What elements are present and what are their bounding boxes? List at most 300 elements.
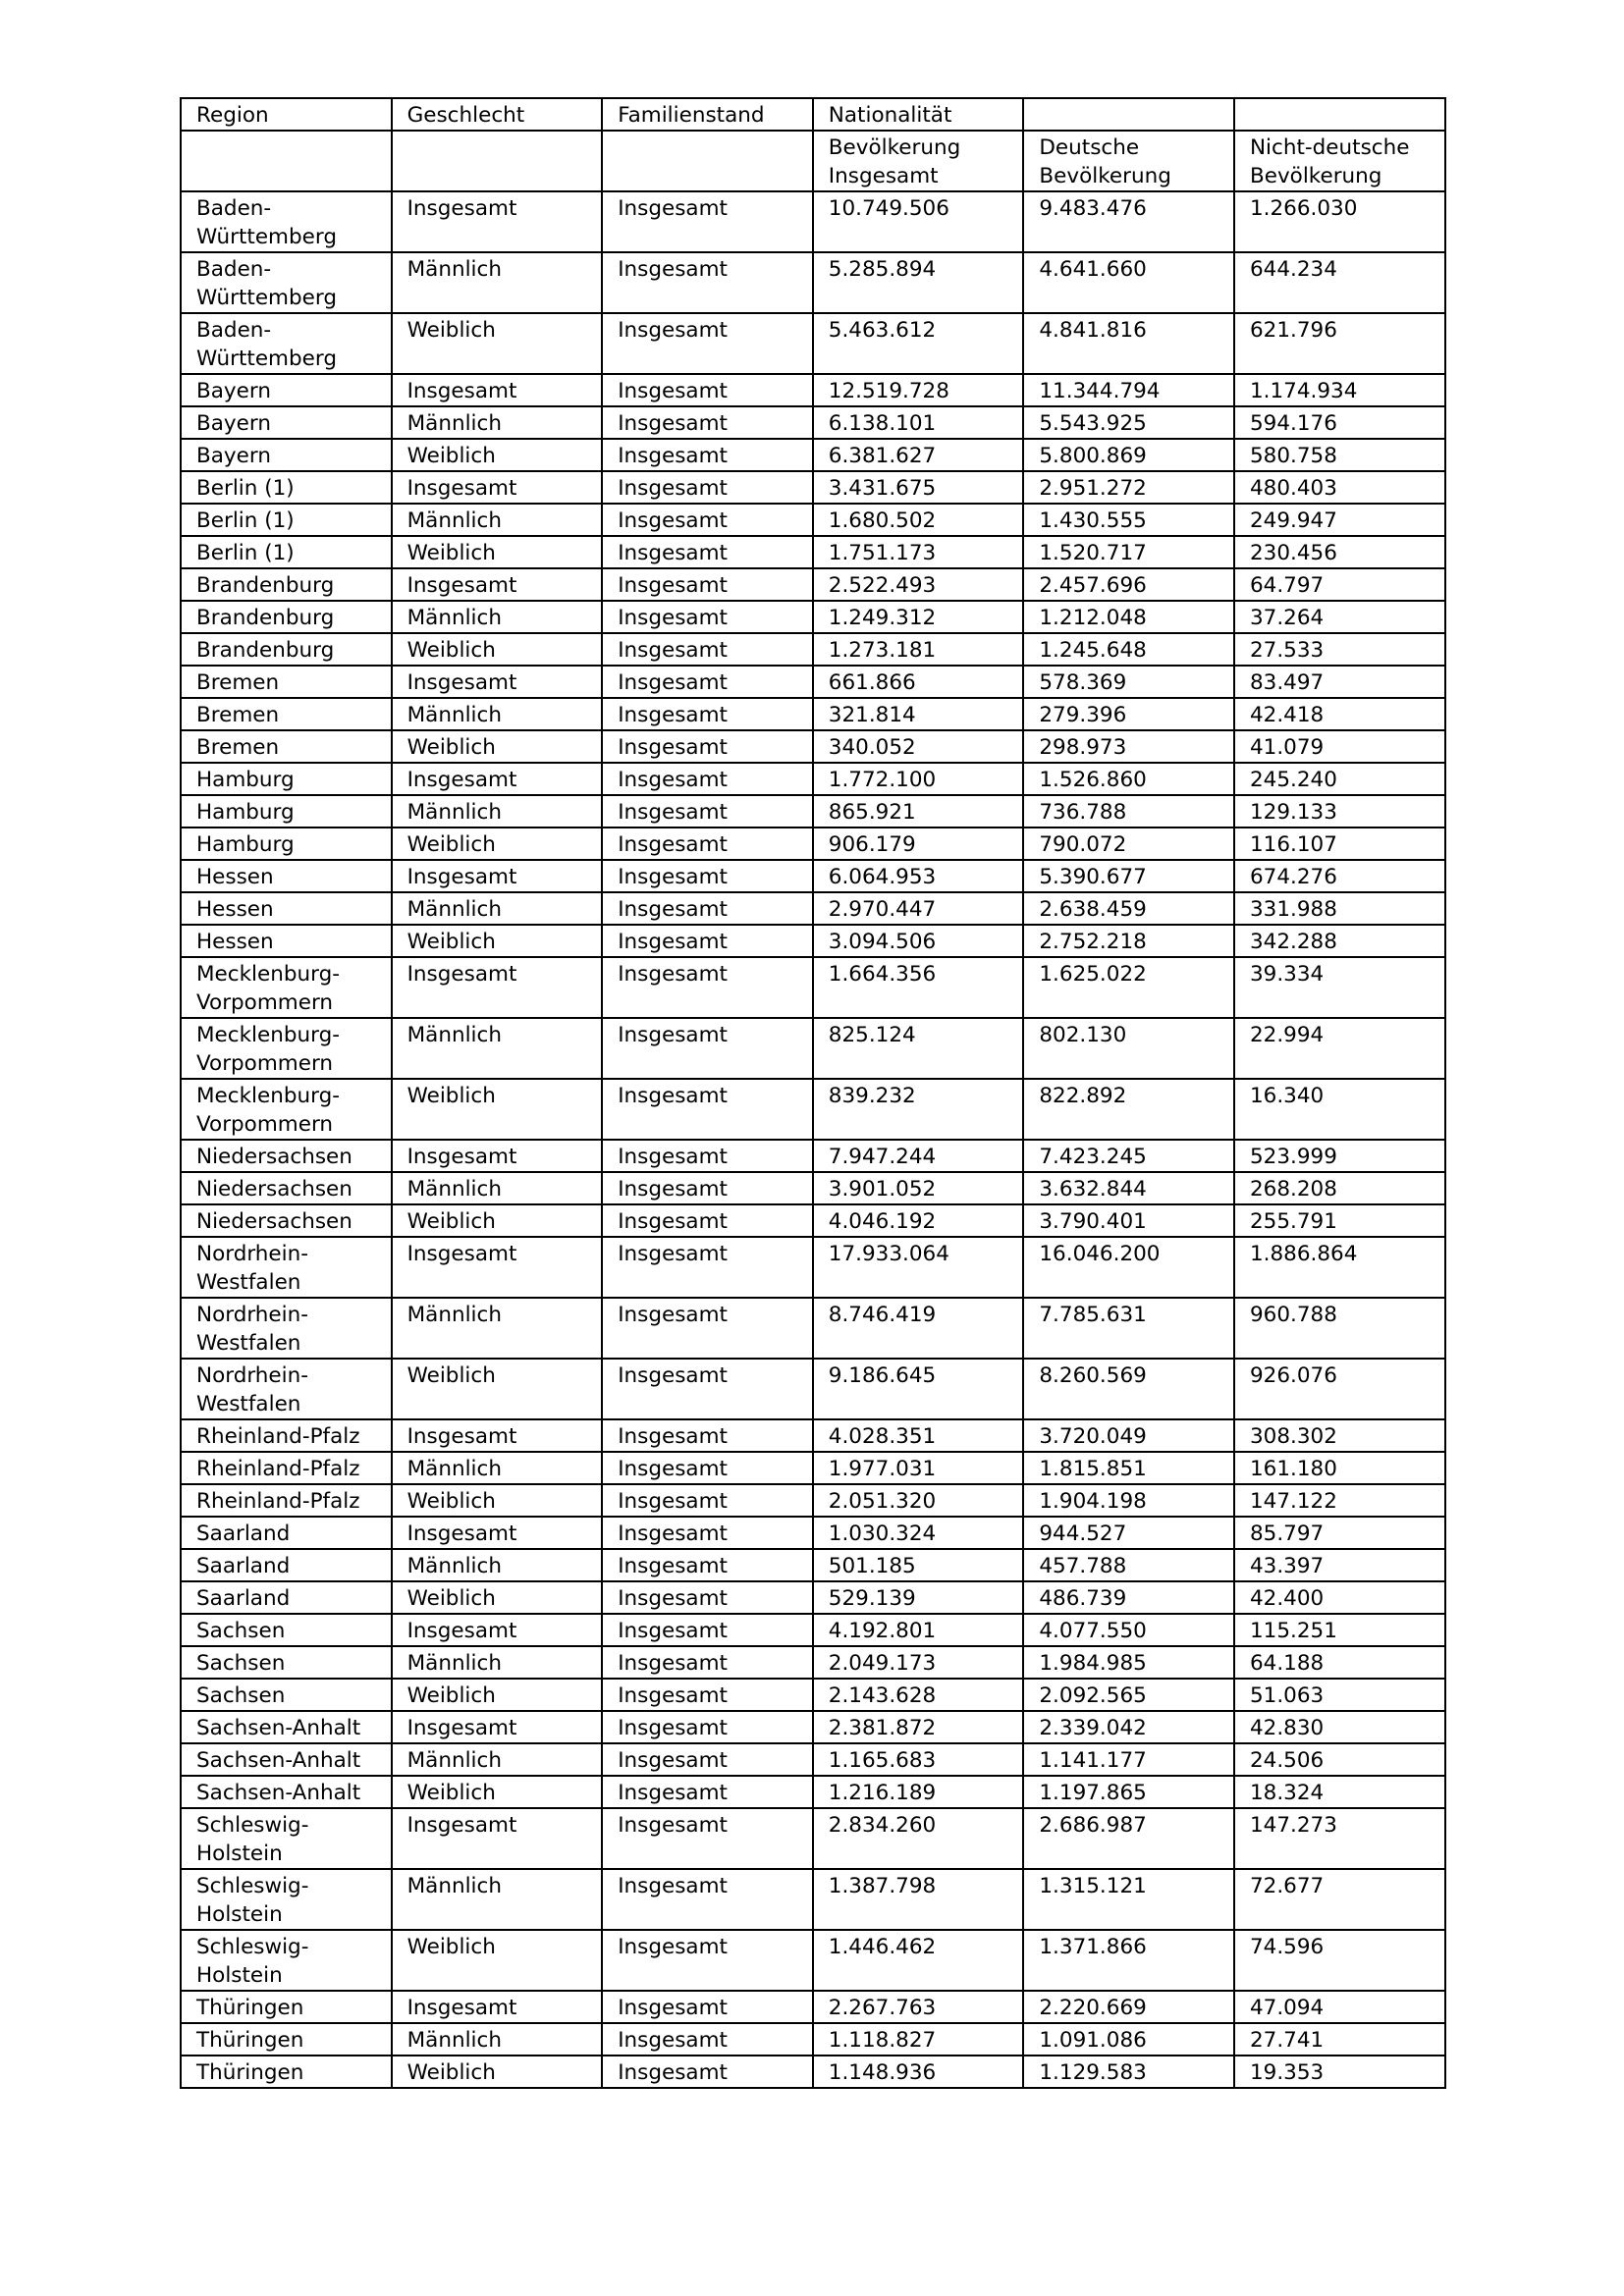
cell-bevoelkerung-insgesamt: 9.186.645	[813, 1359, 1024, 1419]
cell-geschlecht: Insgesamt	[392, 1808, 603, 1869]
table-row	[181, 666, 1445, 698]
table-row	[181, 1079, 1445, 1140]
cell-deutsche-bevoelkerung: 3.790.401	[1023, 1204, 1234, 1237]
cell-region: Hessen	[181, 925, 392, 957]
cell-geschlecht: Insgesamt	[392, 1614, 603, 1646]
cell-deutsche-bevoelkerung: 3.720.049	[1023, 1419, 1234, 1452]
cell-nicht-deutsche-bevoelkerung: 147.122	[1234, 1484, 1445, 1517]
table-row	[181, 1018, 1445, 1079]
table-row	[181, 828, 1445, 860]
cell-nicht-deutsche-bevoelkerung: 72.677	[1234, 1869, 1445, 1930]
header-row-1	[181, 98, 1445, 131]
cell-bevoelkerung-insgesamt: 1.751.173	[813, 536, 1024, 568]
cell-bevoelkerung-insgesamt: 839.232	[813, 1079, 1024, 1140]
cell-geschlecht: Weiblich	[392, 633, 603, 666]
cell-nicht-deutsche-bevoelkerung: 39.334	[1234, 957, 1445, 1018]
cell-familienstand: Insgesamt	[602, 892, 813, 925]
cell-bevoelkerung-insgesamt: 6.381.627	[813, 439, 1024, 471]
cell-region: Sachsen	[181, 1614, 392, 1646]
cell-nicht-deutsche-bevoelkerung: 85.797	[1234, 1517, 1445, 1549]
cell-bevoelkerung-insgesamt: 3.901.052	[813, 1172, 1024, 1204]
cell-familienstand: Insgesamt	[602, 860, 813, 892]
table-row	[181, 860, 1445, 892]
cell-deutsche-bevoelkerung: 1.212.048	[1023, 601, 1234, 633]
cell-geschlecht: Insgesamt	[392, 666, 603, 698]
cell-geschlecht: Männlich	[392, 2023, 603, 2056]
header-empty-cell	[1234, 98, 1445, 131]
cell-bevoelkerung-insgesamt: 340.052	[813, 730, 1024, 763]
cell-deutsche-bevoelkerung: 4.077.550	[1023, 1614, 1234, 1646]
cell-region: Brandenburg	[181, 568, 392, 601]
cell-region: Bayern	[181, 439, 392, 471]
cell-bevoelkerung-insgesamt: 4.028.351	[813, 1419, 1024, 1452]
cell-familienstand: Insgesamt	[602, 1743, 813, 1776]
table-row	[181, 1711, 1445, 1743]
cell-nicht-deutsche-bevoelkerung: 41.079	[1234, 730, 1445, 763]
cell-geschlecht: Insgesamt	[392, 957, 603, 1018]
cell-deutsche-bevoelkerung: 5.800.869	[1023, 439, 1234, 471]
cell-bevoelkerung-insgesamt: 1.249.312	[813, 601, 1024, 633]
cell-familienstand: Insgesamt	[602, 568, 813, 601]
table-row	[181, 252, 1445, 313]
cell-region: Thüringen	[181, 2056, 392, 2088]
cell-bevoelkerung-insgesamt: 10.749.506	[813, 191, 1024, 252]
cell-region: Saarland	[181, 1517, 392, 1549]
cell-region: Rheinland-Pfalz	[181, 1452, 392, 1484]
cell-geschlecht: Männlich	[392, 1869, 603, 1930]
cell-nicht-deutsche-bevoelkerung: 16.340	[1234, 1079, 1445, 1140]
cell-geschlecht: Männlich	[392, 601, 603, 633]
cell-region: Saarland	[181, 1549, 392, 1581]
cell-familienstand: Insgesamt	[602, 1419, 813, 1452]
cell-deutsche-bevoelkerung: 790.072	[1023, 828, 1234, 860]
cell-region: Rheinland-Pfalz	[181, 1484, 392, 1517]
cell-deutsche-bevoelkerung: 5.390.677	[1023, 860, 1234, 892]
cell-nicht-deutsche-bevoelkerung: 1.886.864	[1234, 1237, 1445, 1298]
cell-nicht-deutsche-bevoelkerung: 960.788	[1234, 1298, 1445, 1359]
table-row	[181, 601, 1445, 633]
cell-nicht-deutsche-bevoelkerung: 64.797	[1234, 568, 1445, 601]
header-deutsche-bevoelkerung: Deutsche Bevölkerung	[1023, 131, 1234, 191]
cell-region: Bremen	[181, 666, 392, 698]
cell-deutsche-bevoelkerung: 1.526.860	[1023, 763, 1234, 795]
cell-deutsche-bevoelkerung: 5.543.925	[1023, 406, 1234, 439]
cell-region: Berlin (1)	[181, 536, 392, 568]
cell-familienstand: Insgesamt	[602, 536, 813, 568]
cell-region: Berlin (1)	[181, 504, 392, 536]
cell-bevoelkerung-insgesamt: 5.285.894	[813, 252, 1024, 313]
cell-deutsche-bevoelkerung: 1.371.866	[1023, 1930, 1234, 1991]
cell-deutsche-bevoelkerung: 1.315.121	[1023, 1869, 1234, 1930]
cell-nicht-deutsche-bevoelkerung: 1.174.934	[1234, 374, 1445, 406]
cell-region: Hamburg	[181, 763, 392, 795]
cell-geschlecht: Weiblich	[392, 1581, 603, 1614]
cell-region: Hamburg	[181, 795, 392, 828]
cell-familienstand: Insgesamt	[602, 795, 813, 828]
cell-deutsche-bevoelkerung: 2.686.987	[1023, 1808, 1234, 1869]
cell-nicht-deutsche-bevoelkerung: 147.273	[1234, 1808, 1445, 1869]
cell-region: Schleswig-Holstein	[181, 1930, 392, 1991]
cell-familienstand: Insgesamt	[602, 1172, 813, 1204]
header-region: Region	[181, 98, 392, 131]
table-row	[181, 795, 1445, 828]
cell-geschlecht: Insgesamt	[392, 763, 603, 795]
cell-bevoelkerung-insgesamt: 1.216.189	[813, 1776, 1024, 1808]
cell-familienstand: Insgesamt	[602, 504, 813, 536]
cell-nicht-deutsche-bevoelkerung: 268.208	[1234, 1172, 1445, 1204]
cell-deutsche-bevoelkerung: 1.091.086	[1023, 2023, 1234, 2056]
cell-bevoelkerung-insgesamt: 1.118.827	[813, 2023, 1024, 2056]
cell-geschlecht: Weiblich	[392, 1776, 603, 1808]
cell-nicht-deutsche-bevoelkerung: 18.324	[1234, 1776, 1445, 1808]
cell-nicht-deutsche-bevoelkerung: 74.596	[1234, 1930, 1445, 1991]
cell-familienstand: Insgesamt	[602, 1614, 813, 1646]
cell-bevoelkerung-insgesamt: 661.866	[813, 666, 1024, 698]
cell-bevoelkerung-insgesamt: 2.049.173	[813, 1646, 1024, 1679]
table-header	[181, 98, 1445, 191]
cell-region: Bremen	[181, 730, 392, 763]
cell-geschlecht: Insgesamt	[392, 471, 603, 504]
table-row	[181, 1808, 1445, 1869]
cell-geschlecht: Insgesamt	[392, 1140, 603, 1172]
cell-familienstand: Insgesamt	[602, 698, 813, 730]
cell-geschlecht: Insgesamt	[392, 1419, 603, 1452]
table-row	[181, 1452, 1445, 1484]
cell-bevoelkerung-insgesamt: 1.772.100	[813, 763, 1024, 795]
cell-bevoelkerung-insgesamt: 2.834.260	[813, 1808, 1024, 1869]
cell-nicht-deutsche-bevoelkerung: 331.988	[1234, 892, 1445, 925]
cell-region: Hessen	[181, 892, 392, 925]
header-nicht-deutsche-bevoelkerung: Nicht-deutsche Bevölkerung	[1234, 131, 1445, 191]
cell-bevoelkerung-insgesamt: 7.947.244	[813, 1140, 1024, 1172]
cell-deutsche-bevoelkerung: 1.129.583	[1023, 2056, 1234, 2088]
table-row	[181, 1614, 1445, 1646]
cell-nicht-deutsche-bevoelkerung: 47.094	[1234, 1991, 1445, 2023]
table-row	[181, 633, 1445, 666]
cell-region: Niedersachsen	[181, 1204, 392, 1237]
cell-nicht-deutsche-bevoelkerung: 308.302	[1234, 1419, 1445, 1452]
cell-nicht-deutsche-bevoelkerung: 594.176	[1234, 406, 1445, 439]
cell-region: Schleswig-Holstein	[181, 1808, 392, 1869]
cell-nicht-deutsche-bevoelkerung: 42.830	[1234, 1711, 1445, 1743]
cell-region: Saarland	[181, 1581, 392, 1614]
cell-deutsche-bevoelkerung: 457.788	[1023, 1549, 1234, 1581]
table-row	[181, 1140, 1445, 1172]
cell-geschlecht: Insgesamt	[392, 374, 603, 406]
cell-familienstand: Insgesamt	[602, 1298, 813, 1359]
table-row	[181, 1359, 1445, 1419]
cell-region: Baden-Württemberg	[181, 252, 392, 313]
cell-deutsche-bevoelkerung: 822.892	[1023, 1079, 1234, 1140]
header-nationalitaet: Nationalität	[813, 98, 1024, 131]
cell-geschlecht: Männlich	[392, 1549, 603, 1581]
cell-bevoelkerung-insgesamt: 825.124	[813, 1018, 1024, 1079]
table-row	[181, 406, 1445, 439]
cell-deutsche-bevoelkerung: 1.815.851	[1023, 1452, 1234, 1484]
table-row	[181, 1930, 1445, 1991]
cell-bevoelkerung-insgesamt: 1.148.936	[813, 2056, 1024, 2088]
cell-familienstand: Insgesamt	[602, 730, 813, 763]
header-empty-cell	[392, 131, 603, 191]
cell-nicht-deutsche-bevoelkerung: 19.353	[1234, 2056, 1445, 2088]
header-row-2	[181, 131, 1445, 191]
cell-familienstand: Insgesamt	[602, 1018, 813, 1079]
cell-bevoelkerung-insgesamt: 1.273.181	[813, 633, 1024, 666]
cell-bevoelkerung-insgesamt: 17.933.064	[813, 1237, 1024, 1298]
cell-geschlecht: Insgesamt	[392, 1991, 603, 2023]
cell-region: Rheinland-Pfalz	[181, 1419, 392, 1452]
header-bevoelkerung-insgesamt: Bevölkerung Insgesamt	[813, 131, 1024, 191]
cell-nicht-deutsche-bevoelkerung: 51.063	[1234, 1679, 1445, 1711]
cell-deutsche-bevoelkerung: 7.423.245	[1023, 1140, 1234, 1172]
cell-deutsche-bevoelkerung: 2.951.272	[1023, 471, 1234, 504]
cell-familienstand: Insgesamt	[602, 957, 813, 1018]
cell-region: Niedersachsen	[181, 1172, 392, 1204]
cell-bevoelkerung-insgesamt: 2.522.493	[813, 568, 1024, 601]
cell-geschlecht: Weiblich	[392, 439, 603, 471]
cell-geschlecht: Weiblich	[392, 1679, 603, 1711]
cell-bevoelkerung-insgesamt: 529.139	[813, 1581, 1024, 1614]
cell-deutsche-bevoelkerung: 9.483.476	[1023, 191, 1234, 252]
table-row	[181, 568, 1445, 601]
cell-geschlecht: Männlich	[392, 406, 603, 439]
table-row	[181, 892, 1445, 925]
cell-bevoelkerung-insgesamt: 321.814	[813, 698, 1024, 730]
cell-familienstand: Insgesamt	[602, 763, 813, 795]
table-row	[181, 1419, 1445, 1452]
cell-nicht-deutsche-bevoelkerung: 644.234	[1234, 252, 1445, 313]
cell-nicht-deutsche-bevoelkerung: 42.418	[1234, 698, 1445, 730]
table-row	[181, 191, 1445, 252]
cell-bevoelkerung-insgesamt: 8.746.419	[813, 1298, 1024, 1359]
cell-deutsche-bevoelkerung: 578.369	[1023, 666, 1234, 698]
cell-geschlecht: Männlich	[392, 504, 603, 536]
population-table	[180, 97, 1446, 2089]
cell-familienstand: Insgesamt	[602, 1237, 813, 1298]
cell-region: Schleswig-Holstein	[181, 1869, 392, 1930]
cell-familienstand: Insgesamt	[602, 1869, 813, 1930]
cell-deutsche-bevoelkerung: 802.130	[1023, 1018, 1234, 1079]
table-row	[181, 1679, 1445, 1711]
cell-region: Thüringen	[181, 2023, 392, 2056]
header-geschlecht: Geschlecht	[392, 98, 603, 131]
cell-geschlecht: Insgesamt	[392, 1711, 603, 1743]
cell-nicht-deutsche-bevoelkerung: 27.741	[1234, 2023, 1445, 2056]
cell-region: Nordrhein-Westfalen	[181, 1237, 392, 1298]
cell-familienstand: Insgesamt	[602, 471, 813, 504]
table-row	[181, 1517, 1445, 1549]
cell-deutsche-bevoelkerung: 2.220.669	[1023, 1991, 1234, 2023]
cell-familienstand: Insgesamt	[602, 2056, 813, 2088]
cell-nicht-deutsche-bevoelkerung: 245.240	[1234, 763, 1445, 795]
cell-bevoelkerung-insgesamt: 2.051.320	[813, 1484, 1024, 1517]
cell-familienstand: Insgesamt	[602, 633, 813, 666]
cell-geschlecht: Weiblich	[392, 1359, 603, 1419]
cell-bevoelkerung-insgesamt: 865.921	[813, 795, 1024, 828]
cell-geschlecht: Männlich	[392, 1298, 603, 1359]
cell-geschlecht: Weiblich	[392, 1079, 603, 1140]
table-body	[181, 191, 1445, 2088]
cell-region: Sachsen	[181, 1646, 392, 1679]
cell-familienstand: Insgesamt	[602, 1808, 813, 1869]
cell-bevoelkerung-insgesamt: 1.387.798	[813, 1869, 1024, 1930]
cell-deutsche-bevoelkerung: 1.430.555	[1023, 504, 1234, 536]
cell-nicht-deutsche-bevoelkerung: 230.456	[1234, 536, 1445, 568]
table-row	[181, 730, 1445, 763]
cell-bevoelkerung-insgesamt: 4.192.801	[813, 1614, 1024, 1646]
cell-geschlecht: Weiblich	[392, 1930, 603, 1991]
table-row	[181, 2056, 1445, 2088]
table-row	[181, 1776, 1445, 1808]
cell-familienstand: Insgesamt	[602, 374, 813, 406]
cell-geschlecht: Insgesamt	[392, 860, 603, 892]
cell-deutsche-bevoelkerung: 279.396	[1023, 698, 1234, 730]
cell-deutsche-bevoelkerung: 11.344.794	[1023, 374, 1234, 406]
cell-geschlecht: Weiblich	[392, 730, 603, 763]
cell-deutsche-bevoelkerung: 1.197.865	[1023, 1776, 1234, 1808]
cell-geschlecht: Männlich	[392, 1646, 603, 1679]
cell-deutsche-bevoelkerung: 2.638.459	[1023, 892, 1234, 925]
cell-nicht-deutsche-bevoelkerung: 116.107	[1234, 828, 1445, 860]
table-row	[181, 1298, 1445, 1359]
cell-bevoelkerung-insgesamt: 1.977.031	[813, 1452, 1024, 1484]
cell-region: Nordrhein-Westfalen	[181, 1359, 392, 1419]
cell-geschlecht: Insgesamt	[392, 568, 603, 601]
cell-deutsche-bevoelkerung: 1.904.198	[1023, 1484, 1234, 1517]
cell-geschlecht: Männlich	[392, 892, 603, 925]
cell-deutsche-bevoelkerung: 7.785.631	[1023, 1298, 1234, 1359]
cell-bevoelkerung-insgesamt: 5.463.612	[813, 313, 1024, 374]
cell-familienstand: Insgesamt	[602, 828, 813, 860]
cell-geschlecht: Weiblich	[392, 1204, 603, 1237]
cell-nicht-deutsche-bevoelkerung: 926.076	[1234, 1359, 1445, 1419]
cell-nicht-deutsche-bevoelkerung: 43.397	[1234, 1549, 1445, 1581]
cell-familienstand: Insgesamt	[602, 1079, 813, 1140]
table-row	[181, 504, 1445, 536]
cell-nicht-deutsche-bevoelkerung: 255.791	[1234, 1204, 1445, 1237]
cell-familienstand: Insgesamt	[602, 1517, 813, 1549]
cell-bevoelkerung-insgesamt: 6.064.953	[813, 860, 1024, 892]
cell-bevoelkerung-insgesamt: 1.680.502	[813, 504, 1024, 536]
cell-deutsche-bevoelkerung: 2.457.696	[1023, 568, 1234, 601]
cell-region: Hessen	[181, 860, 392, 892]
table-row	[181, 1743, 1445, 1776]
cell-nicht-deutsche-bevoelkerung: 83.497	[1234, 666, 1445, 698]
cell-familienstand: Insgesamt	[602, 1140, 813, 1172]
table-row	[181, 698, 1445, 730]
cell-geschlecht: Männlich	[392, 252, 603, 313]
cell-familienstand: Insgesamt	[602, 925, 813, 957]
table-row	[181, 439, 1445, 471]
table-row	[181, 471, 1445, 504]
cell-deutsche-bevoelkerung: 298.973	[1023, 730, 1234, 763]
cell-deutsche-bevoelkerung: 1.984.985	[1023, 1646, 1234, 1679]
cell-familienstand: Insgesamt	[602, 1711, 813, 1743]
cell-familienstand: Insgesamt	[602, 1930, 813, 1991]
cell-region: Berlin (1)	[181, 471, 392, 504]
table-row	[181, 1484, 1445, 1517]
cell-familienstand: Insgesamt	[602, 1646, 813, 1679]
cell-geschlecht: Weiblich	[392, 2056, 603, 2088]
table-row	[181, 1646, 1445, 1679]
cell-geschlecht: Insgesamt	[392, 1237, 603, 1298]
cell-bevoelkerung-insgesamt: 1.664.356	[813, 957, 1024, 1018]
cell-geschlecht: Insgesamt	[392, 1517, 603, 1549]
cell-deutsche-bevoelkerung: 2.752.218	[1023, 925, 1234, 957]
cell-bevoelkerung-insgesamt: 12.519.728	[813, 374, 1024, 406]
cell-region: Sachsen-Anhalt	[181, 1743, 392, 1776]
cell-geschlecht: Weiblich	[392, 925, 603, 957]
cell-region: Baden-Württemberg	[181, 313, 392, 374]
cell-region: Thüringen	[181, 1991, 392, 2023]
cell-deutsche-bevoelkerung: 8.260.569	[1023, 1359, 1234, 1419]
cell-familienstand: Insgesamt	[602, 1991, 813, 2023]
cell-region: Sachsen-Anhalt	[181, 1776, 392, 1808]
cell-nicht-deutsche-bevoelkerung: 480.403	[1234, 471, 1445, 504]
cell-geschlecht: Insgesamt	[392, 191, 603, 252]
cell-region: Niedersachsen	[181, 1140, 392, 1172]
cell-region: Hamburg	[181, 828, 392, 860]
cell-bevoelkerung-insgesamt: 2.267.763	[813, 1991, 1024, 2023]
table-row	[181, 2023, 1445, 2056]
table-row	[181, 374, 1445, 406]
cell-familienstand: Insgesamt	[602, 1776, 813, 1808]
cell-familienstand: Insgesamt	[602, 666, 813, 698]
cell-deutsche-bevoelkerung: 16.046.200	[1023, 1237, 1234, 1298]
cell-nicht-deutsche-bevoelkerung: 37.264	[1234, 601, 1445, 633]
cell-familienstand: Insgesamt	[602, 601, 813, 633]
cell-geschlecht: Weiblich	[392, 1484, 603, 1517]
cell-bevoelkerung-insgesamt: 906.179	[813, 828, 1024, 860]
cell-region: Baden-Württemberg	[181, 191, 392, 252]
cell-deutsche-bevoelkerung: 1.625.022	[1023, 957, 1234, 1018]
table-row	[181, 1991, 1445, 2023]
cell-region: Sachsen	[181, 1679, 392, 1711]
cell-region: Nordrhein-Westfalen	[181, 1298, 392, 1359]
cell-deutsche-bevoelkerung: 2.339.042	[1023, 1711, 1234, 1743]
cell-region: Mecklenburg-Vorpommern	[181, 1079, 392, 1140]
cell-familienstand: Insgesamt	[602, 1549, 813, 1581]
cell-familienstand: Insgesamt	[602, 1679, 813, 1711]
cell-deutsche-bevoelkerung: 2.092.565	[1023, 1679, 1234, 1711]
cell-nicht-deutsche-bevoelkerung: 24.506	[1234, 1743, 1445, 1776]
cell-nicht-deutsche-bevoelkerung: 64.188	[1234, 1646, 1445, 1679]
cell-nicht-deutsche-bevoelkerung: 1.266.030	[1234, 191, 1445, 252]
cell-familienstand: Insgesamt	[602, 252, 813, 313]
cell-bevoelkerung-insgesamt: 2.143.628	[813, 1679, 1024, 1711]
header-empty-cell	[1023, 98, 1234, 131]
cell-familienstand: Insgesamt	[602, 1204, 813, 1237]
cell-geschlecht: Männlich	[392, 1018, 603, 1079]
table-row	[181, 1581, 1445, 1614]
header-empty-cell	[602, 131, 813, 191]
cell-bevoelkerung-insgesamt: 2.970.447	[813, 892, 1024, 925]
cell-region: Bayern	[181, 406, 392, 439]
cell-region: Mecklenburg-Vorpommern	[181, 957, 392, 1018]
cell-nicht-deutsche-bevoelkerung: 621.796	[1234, 313, 1445, 374]
cell-bevoelkerung-insgesamt: 3.431.675	[813, 471, 1024, 504]
header-familienstand: Familienstand	[602, 98, 813, 131]
cell-nicht-deutsche-bevoelkerung: 22.994	[1234, 1018, 1445, 1079]
table-row	[181, 1869, 1445, 1930]
table-row	[181, 763, 1445, 795]
cell-bevoelkerung-insgesamt: 1.030.324	[813, 1517, 1024, 1549]
table-row	[181, 536, 1445, 568]
cell-familienstand: Insgesamt	[602, 313, 813, 374]
cell-region: Sachsen-Anhalt	[181, 1711, 392, 1743]
cell-nicht-deutsche-bevoelkerung: 342.288	[1234, 925, 1445, 957]
cell-nicht-deutsche-bevoelkerung: 580.758	[1234, 439, 1445, 471]
